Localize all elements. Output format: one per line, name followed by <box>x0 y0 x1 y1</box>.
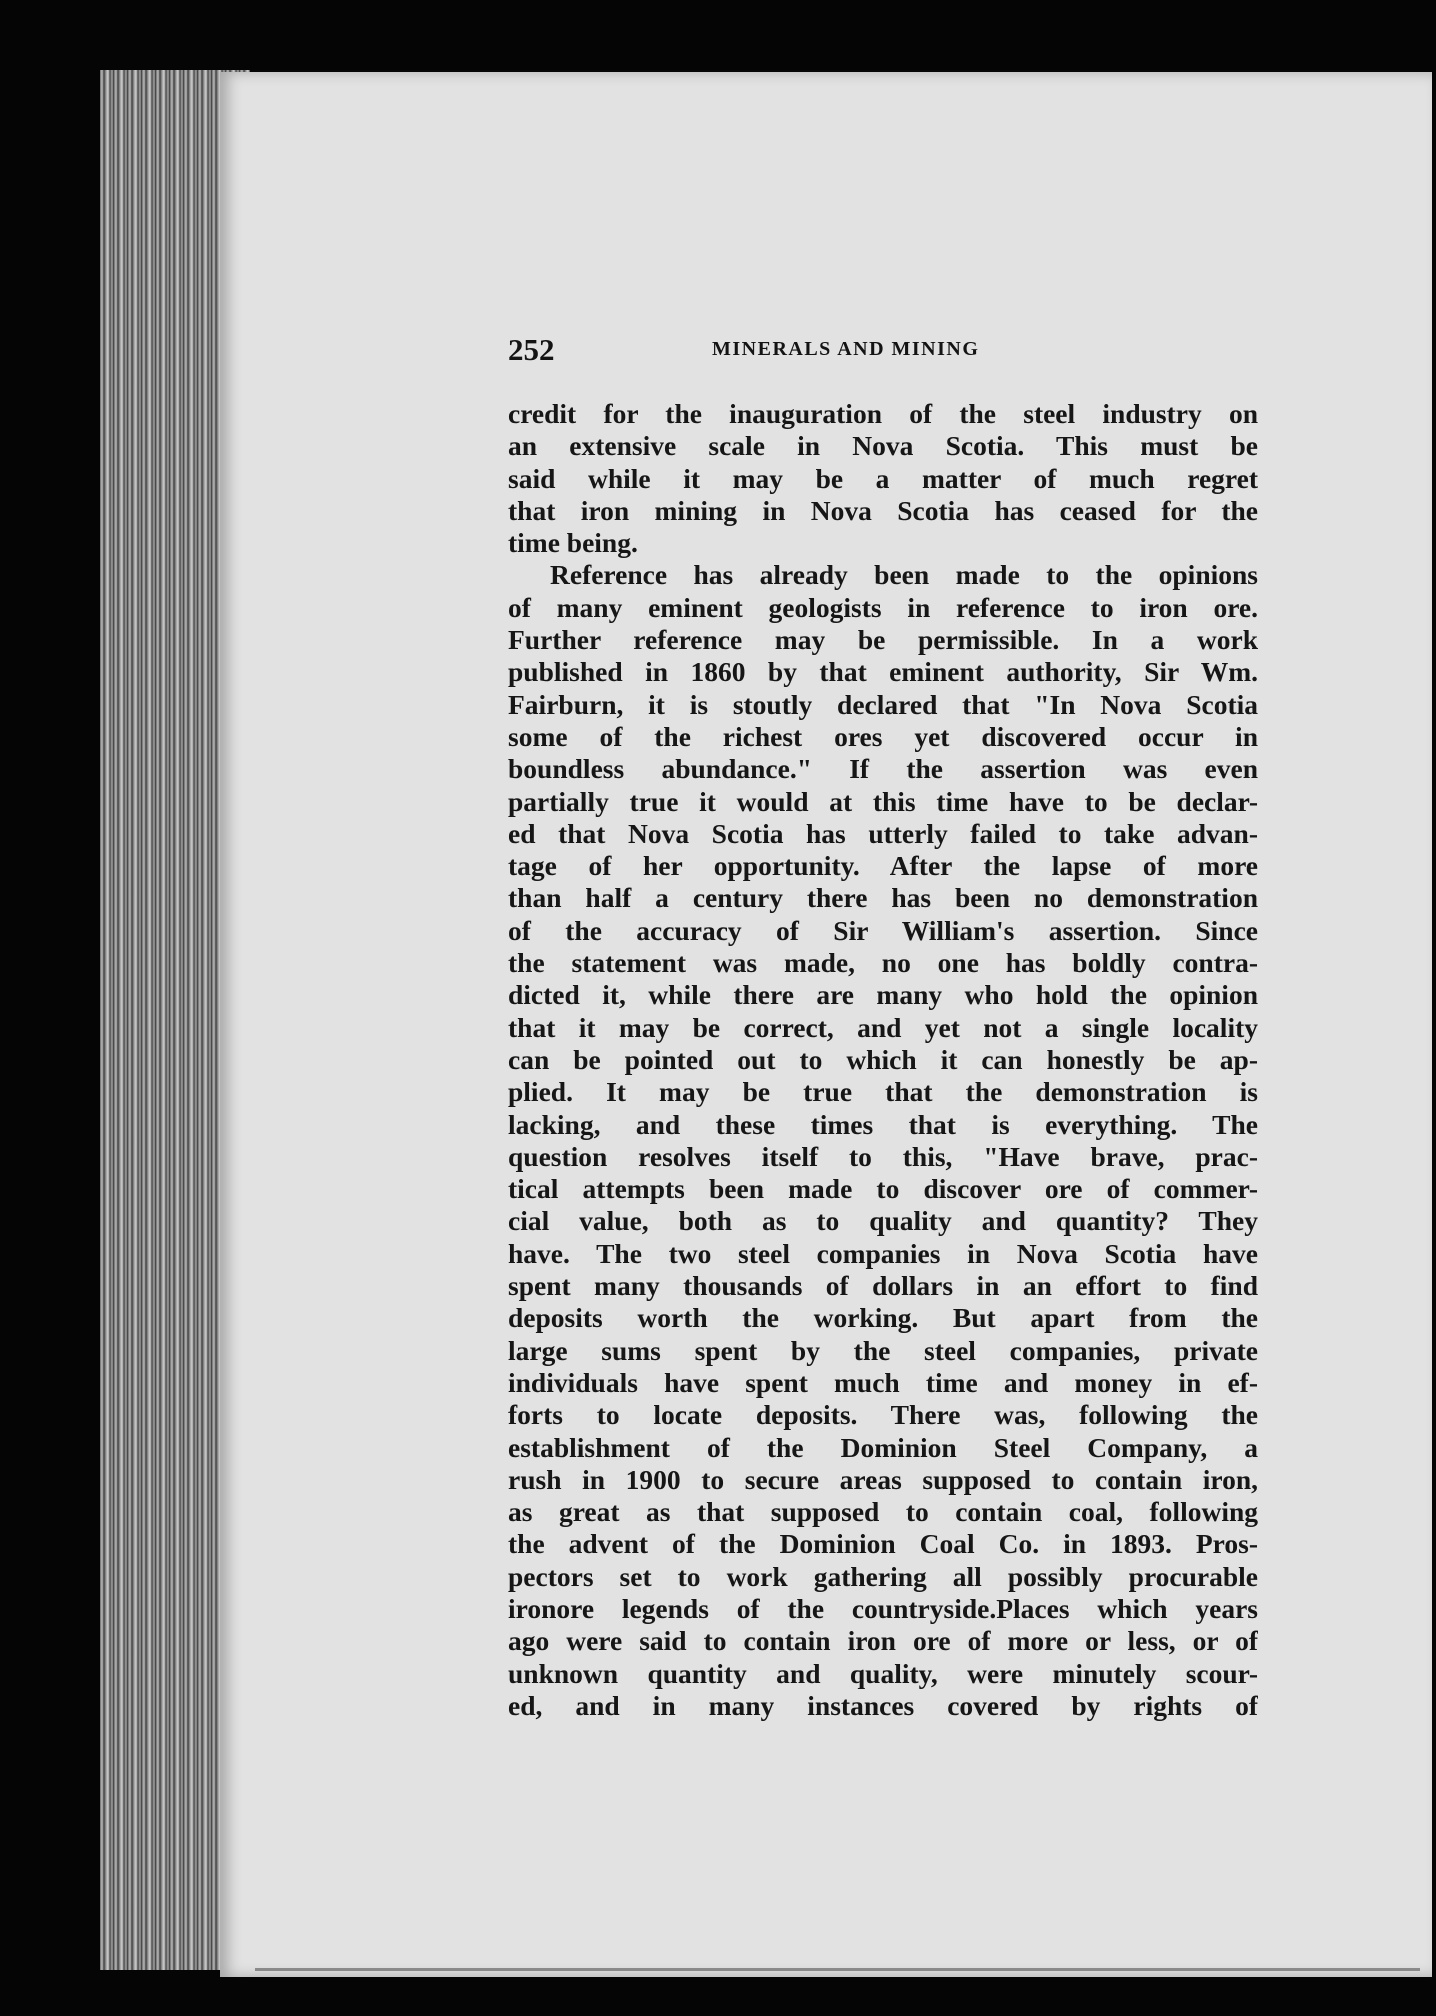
paragraph <box>508 559 1258 1722</box>
text-line: credit for the inauguration of the steel industry on <box>508 398 1258 429</box>
text-line: can be pointed out to which it can honestly be ap- <box>508 1043 1258 1075</box>
text-line: some of the richest ores yet discovered occur in <box>508 720 1258 752</box>
text-line: of many eminent geologists in reference to iron ore. <box>508 591 1258 623</box>
text-line: an extensive scale in Nova Scotia. This must be <box>508 430 1258 462</box>
text-line: individuals have spent much time and money in ef- <box>508 1366 1258 1398</box>
text-line: deposits worth the working. But apart from the <box>508 1302 1258 1334</box>
text-line: Further reference may be permissible. In a work <box>508 624 1258 656</box>
text-line: boundless abundance." If the assertion was even <box>508 753 1258 785</box>
body-text <box>508 398 1258 1722</box>
text-line: ed that Nova Scotia has utterly failed to take advan- <box>508 817 1258 849</box>
text-line: dicted it, while there are many who hold the opinion <box>508 979 1258 1011</box>
page-bottom-edge <box>255 1968 1420 1971</box>
text-line: published in 1860 by that eminent authority, Sir Wm. <box>508 656 1258 688</box>
text-line: than half a century there has been no demonstration <box>508 882 1258 914</box>
text-line: spent many thousands of dollars in an effort to find <box>508 1270 1258 1302</box>
text-line: the advent of the Dominion Coal Co. in 1893. Pros- <box>508 1528 1258 1560</box>
text-line: large sums spent by the steel companies, private <box>508 1334 1258 1366</box>
text-line: plied. It may be true that the demonstration is <box>508 1076 1258 1108</box>
page-header <box>508 332 1258 372</box>
text-line: as great as that supposed to contain coal, following <box>508 1496 1258 1528</box>
running-head: MINERALS AND MINING <box>712 338 980 360</box>
text-line: time being. <box>508 527 638 559</box>
text-line: of the accuracy of Sir William's assertion. Since <box>508 914 1258 946</box>
text-line: partially true it would at this time have to be declar- <box>508 785 1258 817</box>
text-line: have. The two steel companies in Nova Scotia have <box>508 1237 1258 1269</box>
text-line: Reference has already been made to the opinions <box>550 559 1258 591</box>
page-number: 252 <box>508 332 555 367</box>
text-line: lacking, and these times that is everything. The <box>508 1108 1258 1140</box>
text-line: that iron mining in Nova Scotia has ceased for the <box>508 494 1258 526</box>
paragraph <box>508 398 1258 559</box>
text-line: question resolves itself to this, "Have brave, prac- <box>508 1140 1258 1172</box>
text-line: Fairburn, it is stoutly declared that "In Nova Scotia <box>508 688 1258 720</box>
text-line: pectors set to work gathering all possibly procurable <box>508 1560 1258 1592</box>
text-line: the statement was made, no one has boldly contra- <box>508 947 1258 979</box>
text-line: said while it may be a matter of much regret <box>508 462 1258 494</box>
text-line: establishment of the Dominion Steel Company, a <box>508 1431 1258 1463</box>
text-line: cial value, both as to quality and quantity? They <box>508 1205 1258 1237</box>
text-line: ironore legends of the countryside.Places which years <box>508 1592 1258 1624</box>
text-line: unknown quantity and quality, were minutely scour- <box>508 1657 1258 1689</box>
text-line: ed, and in many instances covered by rights of <box>508 1689 1258 1721</box>
text-line: rush in 1900 to secure areas supposed to contain iron, <box>508 1463 1258 1495</box>
text-line: ago were said to contain iron ore of more or less, or of <box>508 1625 1258 1657</box>
text-line: tage of her opportunity. After the lapse of more <box>508 850 1258 882</box>
text-line: tical attempts been made to discover ore of commer- <box>508 1173 1258 1205</box>
text-line: forts to locate deposits. There was, following the <box>508 1399 1258 1431</box>
text-line: that it may be correct, and yet not a single locality <box>508 1011 1258 1043</box>
